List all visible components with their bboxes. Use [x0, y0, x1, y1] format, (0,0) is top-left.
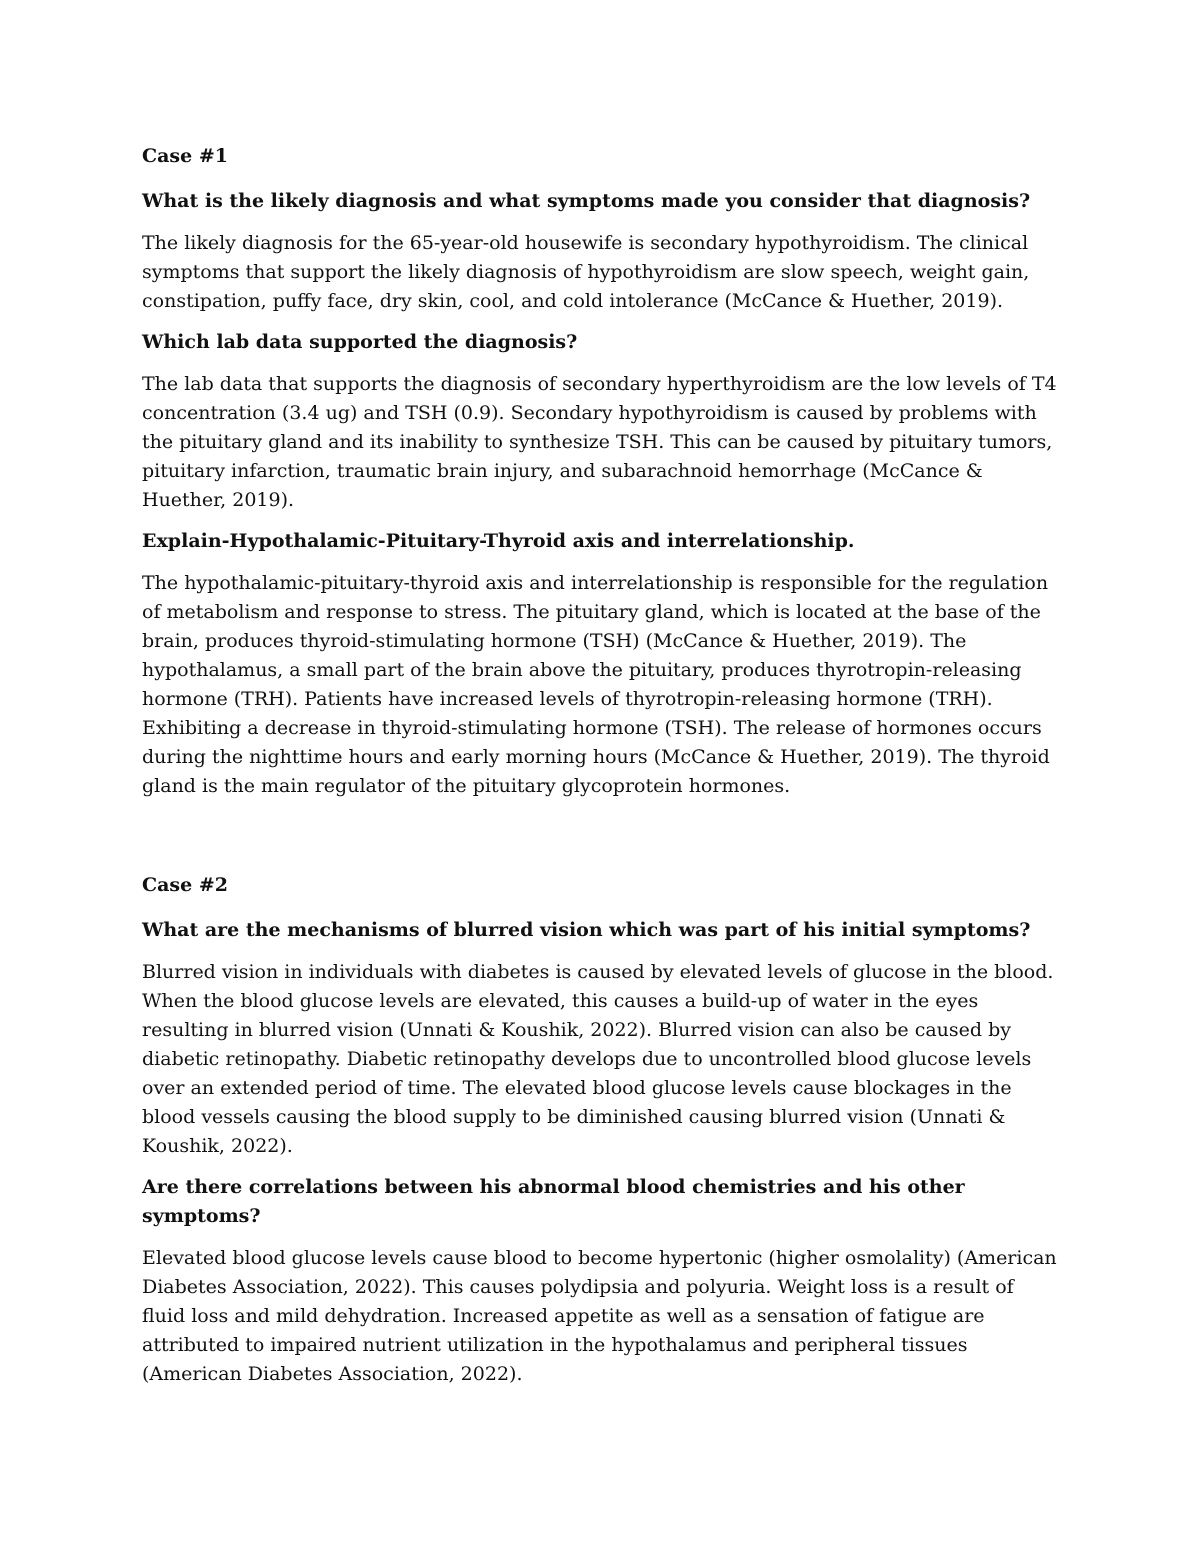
case-2-answer-2: Elevated blood glucose levels cause blood to become hypertonic (higher osmolality) (American Diabetes Association, 2022). This causes polydipsia and polyuria. Weight loss is a result of fluid loss and mild dehydration. Increased appetite as well as a sensation of fatigue are attributed to impaired nutrient utilization in the hypothalamus and peripheral tissues (American Diabetes Association, 2022).	[142, 1247, 1057, 1385]
section-spacer	[142, 813, 1062, 871]
case-1-answer-3: The hypothalamic-pituitary-thyroid axis and interrelationship is responsible for the regulation of metabolism and response to stress. The pituitary gland, which is located at the base of the brain, produces thyroid-stimulating hormone (TSH) (McCance & Huether, 2019). The hypothalamus, a small part of the brain above the pituitary, produces thyrotropin-releasing hormone (TRH). Patients have increased levels of thyrotropin-releasing hormone (TRH). Exhibiting a decrease in thyroid-stimulating hormone (TSH). The release of hormones occurs during the nighttime hours and early morning hours (McCance & Huether, 2019). The thyroid gland is the main regulator of the pituitary glycoprotein hormones.	[142, 572, 1050, 797]
case-1-question-2: Which lab data supported the diagnosis?	[142, 331, 578, 353]
case-2-section	[142, 871, 1062, 1389]
case-2-question-2: Are there correlations between his abnormal blood chemistries and his other symptoms?	[142, 1176, 965, 1227]
case-1-answer-1: The likely diagnosis for the 65-year-old housewife is secondary hypothyroidism. The clinical symptoms that support the likely diagnosis of hypothyroidism are slow speech, weight gain, constipation, puffy face, dry skin, cool, and cold intolerance (McCance & Huether, 2019).	[142, 232, 1030, 312]
case-1-question-3: Explain-Hypothalamic-Pituitary-Thyroid axis and interrelationship.	[142, 530, 855, 552]
document-page	[142, 142, 1062, 1401]
case-1-section	[142, 142, 1062, 801]
case-2-question-1: What are the mechanisms of blurred vision which was part of his initial symptoms?	[142, 919, 1031, 941]
case-1-heading: Case #1	[142, 145, 228, 167]
case-2-heading: Case #2	[142, 874, 228, 896]
case-1-question-1: What is the likely diagnosis and what symptoms made you consider that diagnosis?	[142, 190, 1031, 212]
case-1-answer-2: The lab data that supports the diagnosis of secondary hyperthyroidism are the low levels of T4 concentration (3.4 ug) and TSH (0.9). Secondary hypothyroidism is caused by problems with the pituitary gland and its inability to synthesize TSH. This can be caused by pituitary tumors, pituitary infarction, traumatic brain injury, and subarachnoid hemorrhage (McCance & Huether, 2019).	[142, 373, 1057, 511]
case-2-answer-1: Blurred vision in individuals with diabetes is caused by elevated levels of glucose in the blood. When the blood glucose levels are elevated, this causes a build-up of water in the eyes resulting in blurred vision (Unnati & Koushik, 2022). Blurred vision can also be caused by diabetic retinopathy. Diabetic retinopathy develops due to uncontrolled blood glucose levels over an extended period of time. The elevated blood glucose levels cause blockages in the blood vessels causing the blood supply to be diminished causing blurred vision (Unnati & Koushik, 2022).	[142, 961, 1054, 1157]
